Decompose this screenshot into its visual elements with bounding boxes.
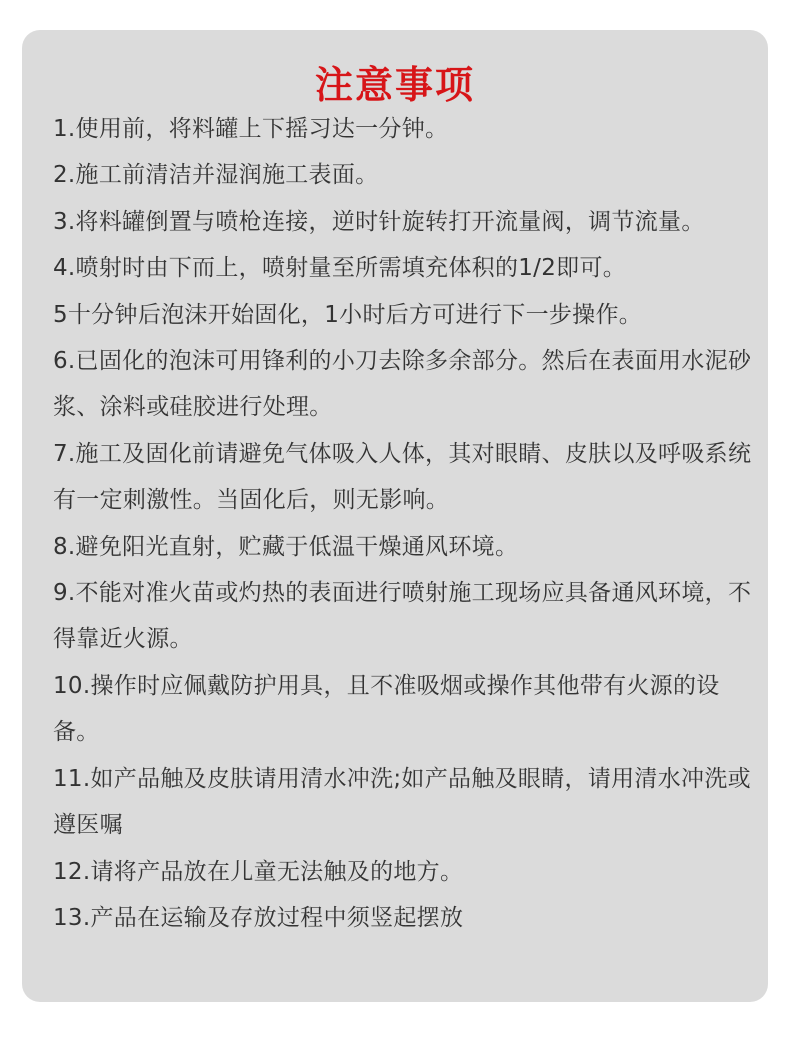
notice-item-4: 4.喷射时由下而上，喷射量至所需填充体积的1/2即可。 [53, 255, 627, 282]
notice-item-6: 6.已固化的泡沫可用锋利的小刀去除多余部分。然后在表面用水泥砂浆、涂料或硅胶进行处理。 [53, 348, 752, 421]
notice-item-1: 1.使用前，将料罐上下摇习达一分钟。 [53, 116, 449, 142]
notice-item-9: 9.不能对准火苗或灼热的表面进行喷射施工现场应具备通风环境，不得靠近火源。 [53, 580, 752, 653]
notice-item-12: 12.请将产品放在儿童无法触及的地方。 [53, 858, 464, 885]
notice-item-13: 13.产品在运输及存放过程中须竖起摆放 [53, 904, 464, 931]
notice-item-8: 8.避免阳光直射，贮藏于低温干燥通风环境。 [53, 533, 519, 560]
notice-item-5: 5十分钟后泡沫开始固化，1小时后方可进行下一步操作。 [53, 301, 643, 328]
notice-item-11: 11.如产品触及皮肤请用清水冲洗;如产品触及眼睛，请用清水冲洗或遵医嘱 [53, 765, 751, 839]
notice-item-10: 10.操作时应佩戴防护用具，且不准吸烟或操作其他带有火源的设备。 [53, 672, 720, 746]
notice-item-2: 2.施工前清洁并湿润施工表面。 [53, 162, 379, 189]
notice-title: 注意事项 [314, 63, 475, 107]
notice-list [53, 106, 753, 941]
notice-item-3: 3.将料罐倒置与喷枪连接，逆时针旋转打开流量阀，调节流量。 [53, 208, 705, 235]
notice-card [22, 30, 768, 1002]
notice-item-7: 7.施工及固化前请避免气体吸入人体，其对眼睛、皮肤以及呼吸系统有一定刺激性。当固化后，则无影响。 [53, 440, 752, 514]
